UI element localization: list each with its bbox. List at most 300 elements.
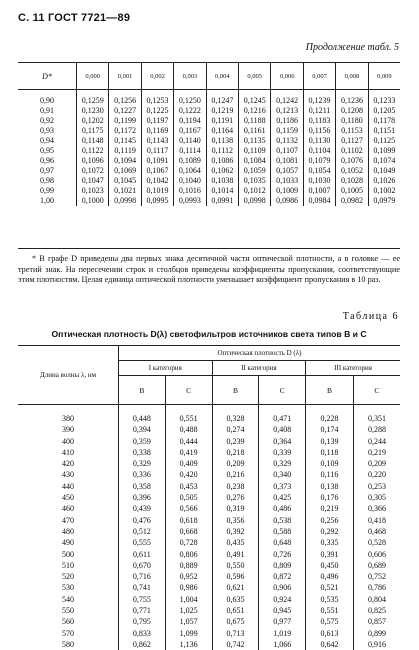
density-cell: 0,239 bbox=[212, 436, 259, 447]
density-cell: 0,588 bbox=[259, 526, 306, 537]
transmittance-cell: 0,1035 bbox=[239, 176, 271, 186]
transmittance-cell: 0,1191 bbox=[206, 116, 238, 126]
transmittance-cell: 0,1000 bbox=[77, 196, 109, 206]
transmittance-cell: 0,1180 bbox=[336, 116, 368, 126]
transmittance-cell: 0,1199 bbox=[109, 116, 141, 126]
density-cell: 0,755 bbox=[119, 594, 166, 605]
table-5-column-header: 0,004 bbox=[206, 63, 238, 90]
wavelength-cell: 560 bbox=[18, 616, 119, 627]
density-cell: 0,356 bbox=[212, 515, 259, 526]
transmittance-cell: 0,0991 bbox=[206, 196, 238, 206]
table-row bbox=[18, 436, 400, 447]
density-cell: 0,336 bbox=[119, 469, 166, 480]
transmittance-cell: 0,0984 bbox=[303, 196, 335, 206]
density-cell: 0,366 bbox=[353, 503, 400, 514]
density-cell: 0,651 bbox=[212, 605, 259, 616]
density-cell: 0,611 bbox=[119, 549, 166, 560]
table-continuation-label: Продолжение табл. 5 bbox=[306, 42, 399, 53]
transmittance-cell: 0,1112 bbox=[206, 146, 238, 156]
density-cell: 1,004 bbox=[165, 594, 212, 605]
density-cell: 0,218 bbox=[212, 447, 259, 458]
density-row-label: 0,94 bbox=[18, 136, 77, 146]
transmittance-cell: 0,1019 bbox=[141, 186, 173, 196]
density-cell: 0,488 bbox=[165, 424, 212, 435]
transmittance-cell: 0,1219 bbox=[206, 106, 238, 116]
density-cell: 0,118 bbox=[306, 447, 354, 458]
density-cell: 0,138 bbox=[306, 481, 354, 492]
wavelength-cell: 550 bbox=[18, 605, 119, 616]
density-cell: 0,328 bbox=[212, 405, 259, 425]
density-cell: 0,228 bbox=[306, 405, 354, 425]
density-cell: 0,618 bbox=[165, 515, 212, 526]
table-row bbox=[18, 116, 400, 126]
transmittance-cell: 0,1016 bbox=[174, 186, 206, 196]
density-cell: 0,116 bbox=[306, 469, 354, 480]
transmittance-cell: 0,1028 bbox=[336, 176, 368, 186]
density-cell: 0,288 bbox=[353, 424, 400, 435]
density-cell: 0,945 bbox=[259, 605, 306, 616]
transmittance-cell: 0,0995 bbox=[141, 196, 173, 206]
transmittance-cell: 0,1172 bbox=[109, 126, 141, 136]
wavelength-cell: 470 bbox=[18, 515, 119, 526]
transmittance-cell: 0,1081 bbox=[271, 156, 303, 166]
transmittance-cell: 0,1069 bbox=[109, 166, 141, 176]
transmittance-cell: 0,0993 bbox=[174, 196, 206, 206]
density-cell: 0,476 bbox=[119, 515, 166, 526]
density-cell: 0,471 bbox=[259, 405, 306, 425]
transmittance-cell: 0,1178 bbox=[368, 116, 400, 126]
density-cell: 0,535 bbox=[306, 594, 354, 605]
density-cell: 0,439 bbox=[119, 503, 166, 514]
density-cell: 0,491 bbox=[212, 549, 259, 560]
density-cell: 0,338 bbox=[119, 447, 166, 458]
density-cell: 0,795 bbox=[119, 616, 166, 627]
wavelength-header: Длина волны λ, нм bbox=[18, 346, 119, 405]
transmittance-cell: 0,1256 bbox=[109, 90, 141, 107]
transmittance-cell: 0,1239 bbox=[303, 90, 335, 107]
page-header: С. 11 ГОСТ 7721—89 bbox=[18, 12, 130, 24]
transmittance-cell: 0,1242 bbox=[271, 90, 303, 107]
table-5-column-header: 0,001 bbox=[109, 63, 141, 90]
density-cell: 0,219 bbox=[353, 447, 400, 458]
transmittance-cell: 0,1233 bbox=[368, 90, 400, 107]
table-5-column-header: 0,008 bbox=[336, 63, 368, 90]
transmittance-cell: 0,1007 bbox=[303, 186, 335, 196]
density-cell: 0,521 bbox=[306, 582, 354, 593]
density-cell: 0,244 bbox=[353, 436, 400, 447]
table-row bbox=[18, 424, 400, 435]
density-cell: 0,418 bbox=[353, 515, 400, 526]
density-cell: 0,219 bbox=[306, 503, 354, 514]
density-cell: 0,833 bbox=[119, 628, 166, 639]
transmittance-cell: 0,1002 bbox=[368, 186, 400, 196]
density-cell: 0,512 bbox=[119, 526, 166, 537]
density-cell: 0,396 bbox=[119, 492, 166, 503]
density-cell: 0,292 bbox=[306, 526, 354, 537]
transmittance-cell: 0,1135 bbox=[239, 136, 271, 146]
density-cell: 0,872 bbox=[259, 571, 306, 582]
table-row bbox=[18, 156, 400, 166]
wavelength-cell: 420 bbox=[18, 458, 119, 469]
density-cell: 0,786 bbox=[353, 582, 400, 593]
wavelength-cell: 500 bbox=[18, 549, 119, 560]
table-row bbox=[18, 146, 400, 156]
density-cell: 0,220 bbox=[353, 469, 400, 480]
transmittance-cell: 0,0979 bbox=[368, 196, 400, 206]
density-cell: 0,364 bbox=[259, 436, 306, 447]
transmittance-cell: 0,0998 bbox=[239, 196, 271, 206]
density-cell: 0,139 bbox=[306, 436, 354, 447]
density-cell: 0,635 bbox=[212, 594, 259, 605]
density-cell: 0,952 bbox=[165, 571, 212, 582]
table-5-header-row bbox=[18, 63, 400, 90]
transmittance-cell: 0,1117 bbox=[141, 146, 173, 156]
transmittance-cell: 0,1167 bbox=[174, 126, 206, 136]
density-cell: 0,496 bbox=[306, 571, 354, 582]
density-cell: 0,977 bbox=[259, 616, 306, 627]
density-cell: 0,419 bbox=[165, 447, 212, 458]
illuminant-header: С bbox=[259, 376, 306, 405]
density-cell: 0,648 bbox=[259, 537, 306, 548]
table-row bbox=[18, 186, 400, 196]
transmittance-cell: 0,1049 bbox=[368, 166, 400, 176]
density-cell: 0,253 bbox=[353, 481, 400, 492]
density-row-label: 0,92 bbox=[18, 116, 77, 126]
density-cell: 0,670 bbox=[119, 560, 166, 571]
density-row-label: 0,96 bbox=[18, 156, 77, 166]
density-cell: 1,057 bbox=[165, 616, 212, 627]
density-cell: 0,359 bbox=[119, 436, 166, 447]
transmittance-cell: 0,1216 bbox=[239, 106, 271, 116]
table-5-column-header: 0,003 bbox=[174, 63, 206, 90]
transmittance-cell: 0,1138 bbox=[206, 136, 238, 146]
wavelength-cell: 380 bbox=[18, 405, 119, 425]
table-row bbox=[18, 628, 400, 639]
transmittance-cell: 0,1040 bbox=[174, 176, 206, 186]
density-cell: 0,806 bbox=[165, 549, 212, 560]
table-row bbox=[18, 405, 400, 425]
table-6-label: Таблица 6 bbox=[343, 311, 399, 322]
transmittance-cell: 0,1102 bbox=[336, 146, 368, 156]
density-cell: 0,409 bbox=[165, 458, 212, 469]
transmittance-cell: 0,1091 bbox=[141, 156, 173, 166]
table-5-column-header: 0,009 bbox=[368, 63, 400, 90]
wavelength-cell: 540 bbox=[18, 594, 119, 605]
table-row bbox=[18, 176, 400, 186]
density-cell: 0,216 bbox=[212, 469, 259, 480]
density-cell: 0,741 bbox=[119, 582, 166, 593]
density-cell: 1,066 bbox=[259, 639, 306, 650]
wavelength-cell: 490 bbox=[18, 537, 119, 548]
density-row-label: 0,98 bbox=[18, 176, 77, 186]
density-cell: 0,351 bbox=[353, 405, 400, 425]
density-cell: 0,209 bbox=[212, 458, 259, 469]
density-cell: 1,025 bbox=[165, 605, 212, 616]
density-cell: 0,176 bbox=[306, 492, 354, 503]
density-cell: 0,986 bbox=[165, 582, 212, 593]
density-cell: 0,274 bbox=[212, 424, 259, 435]
wavelength-cell: 520 bbox=[18, 571, 119, 582]
density-row-label: 0,97 bbox=[18, 166, 77, 176]
transmittance-cell: 0,0986 bbox=[271, 196, 303, 206]
table-row bbox=[18, 126, 400, 136]
table-row bbox=[18, 106, 400, 116]
wavelength-cell: 430 bbox=[18, 469, 119, 480]
transmittance-cell: 0,1202 bbox=[77, 116, 109, 126]
transmittance-cell: 0,1197 bbox=[141, 116, 173, 126]
density-cell: 0,305 bbox=[353, 492, 400, 503]
transmittance-cell: 0,1208 bbox=[336, 106, 368, 116]
illuminant-header: В bbox=[119, 376, 166, 405]
table-row bbox=[18, 90, 400, 107]
transmittance-cell: 0,1114 bbox=[174, 146, 206, 156]
table-row bbox=[18, 481, 400, 492]
density-row-label: 0,95 bbox=[18, 146, 77, 156]
transmittance-cell: 0,1143 bbox=[141, 136, 173, 146]
density-cell: 0,420 bbox=[165, 469, 212, 480]
density-cell: 0,450 bbox=[306, 560, 354, 571]
density-cell: 1,136 bbox=[165, 639, 212, 650]
wavelength-cell: 460 bbox=[18, 503, 119, 514]
transmittance-cell: 0,1064 bbox=[174, 166, 206, 176]
transmittance-cell: 0,1148 bbox=[77, 136, 109, 146]
table-row bbox=[18, 616, 400, 627]
transmittance-cell: 0,1145 bbox=[109, 136, 141, 146]
density-cell: 0,319 bbox=[212, 503, 259, 514]
density-cell: 0,329 bbox=[259, 458, 306, 469]
transmittance-cell: 0,1012 bbox=[239, 186, 271, 196]
table-row bbox=[18, 571, 400, 582]
table-row bbox=[18, 469, 400, 480]
density-cell: 0,689 bbox=[353, 560, 400, 571]
density-cell: 0,408 bbox=[259, 424, 306, 435]
density-cell: 0,713 bbox=[212, 628, 259, 639]
transmittance-cell: 0,1079 bbox=[303, 156, 335, 166]
wavelength-cell: 580 bbox=[18, 639, 119, 650]
table-row bbox=[18, 196, 400, 206]
density-cell: 0,256 bbox=[306, 515, 354, 526]
density-cell: 0,642 bbox=[306, 639, 354, 650]
density-cell: 0,453 bbox=[165, 481, 212, 492]
category-header: III категория bbox=[306, 361, 400, 376]
density-cell: 0,575 bbox=[306, 616, 354, 627]
transmittance-cell: 0,1211 bbox=[303, 106, 335, 116]
table-6 bbox=[18, 345, 400, 650]
density-cell: 0,596 bbox=[212, 571, 259, 582]
transmittance-cell: 0,1247 bbox=[206, 90, 238, 107]
wavelength-cell: 400 bbox=[18, 436, 119, 447]
density-cell: 0,566 bbox=[165, 503, 212, 514]
density-cell: 0,276 bbox=[212, 492, 259, 503]
table-row bbox=[18, 166, 400, 176]
density-cell: 0,804 bbox=[353, 594, 400, 605]
transmittance-cell: 0,1096 bbox=[77, 156, 109, 166]
transmittance-cell: 0,1130 bbox=[303, 136, 335, 146]
illuminant-header: В bbox=[212, 376, 259, 405]
density-cell: 0,209 bbox=[353, 458, 400, 469]
transmittance-cell: 0,1054 bbox=[303, 166, 335, 176]
density-cell: 0,394 bbox=[119, 424, 166, 435]
density-row-label: 0,93 bbox=[18, 126, 77, 136]
density-cell: 1,099 bbox=[165, 628, 212, 639]
transmittance-cell: 0,1094 bbox=[109, 156, 141, 166]
table-row bbox=[18, 639, 400, 650]
density-cell: 0,339 bbox=[259, 447, 306, 458]
density-cell: 0,358 bbox=[119, 481, 166, 492]
table-row bbox=[18, 526, 400, 537]
density-cell: 0,555 bbox=[119, 537, 166, 548]
transmittance-cell: 0,1052 bbox=[336, 166, 368, 176]
density-cell: 0,771 bbox=[119, 605, 166, 616]
wavelength-cell: 480 bbox=[18, 526, 119, 537]
table-5-column-header: 0,006 bbox=[271, 63, 303, 90]
density-row-label: 1,00 bbox=[18, 196, 77, 206]
density-cell: 0,668 bbox=[165, 526, 212, 537]
transmittance-cell: 0,1245 bbox=[239, 90, 271, 107]
density-cell: 0,468 bbox=[353, 526, 400, 537]
transmittance-cell: 0,1033 bbox=[271, 176, 303, 186]
transmittance-cell: 0,1038 bbox=[206, 176, 238, 186]
transmittance-cell: 0,1151 bbox=[368, 126, 400, 136]
transmittance-cell: 0,1250 bbox=[174, 90, 206, 107]
table-row bbox=[18, 537, 400, 548]
transmittance-cell: 0,1026 bbox=[368, 176, 400, 186]
transmittance-cell: 0,1099 bbox=[368, 146, 400, 156]
density-cell: 0,924 bbox=[259, 594, 306, 605]
transmittance-cell: 0,1076 bbox=[336, 156, 368, 166]
density-cell: 0,373 bbox=[259, 481, 306, 492]
wavelength-cell: 390 bbox=[18, 424, 119, 435]
wavelength-cell: 570 bbox=[18, 628, 119, 639]
table-row bbox=[18, 594, 400, 605]
table-6-title: Оптическая плотность D(λ) светофильтров источников света типов В и С bbox=[18, 329, 400, 339]
density-row-label: 0,90 bbox=[18, 90, 77, 107]
transmittance-cell: 0,1107 bbox=[271, 146, 303, 156]
transmittance-cell: 0,1205 bbox=[368, 106, 400, 116]
transmittance-cell: 0,1045 bbox=[109, 176, 141, 186]
density-cell: 0,329 bbox=[119, 458, 166, 469]
transmittance-cell: 0,1227 bbox=[109, 106, 141, 116]
illuminant-header: С bbox=[165, 376, 212, 405]
transmittance-cell: 0,1014 bbox=[206, 186, 238, 196]
transmittance-cell: 0,1005 bbox=[336, 186, 368, 196]
table-5-column-header: 0,005 bbox=[239, 63, 271, 90]
transmittance-cell: 0,1109 bbox=[239, 146, 271, 156]
transmittance-cell: 0,1161 bbox=[239, 126, 271, 136]
density-cell: 1,019 bbox=[259, 628, 306, 639]
density-row-label: 0,91 bbox=[18, 106, 77, 116]
transmittance-cell: 0,1175 bbox=[77, 126, 109, 136]
transmittance-cell: 0,1009 bbox=[271, 186, 303, 196]
transmittance-cell: 0,1104 bbox=[303, 146, 335, 156]
table-row bbox=[18, 549, 400, 560]
transmittance-cell: 0,0982 bbox=[336, 196, 368, 206]
transmittance-cell: 0,1230 bbox=[77, 106, 109, 116]
density-cell: 0,621 bbox=[212, 582, 259, 593]
density-cell: 0,174 bbox=[306, 424, 354, 435]
density-cell: 0,448 bbox=[119, 405, 166, 425]
density-cell: 0,109 bbox=[306, 458, 354, 469]
transmittance-cell: 0,1119 bbox=[109, 146, 141, 156]
transmittance-cell: 0,1186 bbox=[271, 116, 303, 126]
density-cell: 0,340 bbox=[259, 469, 306, 480]
transmittance-cell: 0,1127 bbox=[336, 136, 368, 146]
transmittance-cell: 0,1225 bbox=[141, 106, 173, 116]
density-cell: 0,392 bbox=[212, 526, 259, 537]
table-row bbox=[18, 515, 400, 526]
table-row bbox=[18, 458, 400, 469]
transmittance-cell: 0,1125 bbox=[368, 136, 400, 146]
transmittance-cell: 0,1159 bbox=[271, 126, 303, 136]
transmittance-cell: 0,1122 bbox=[77, 146, 109, 156]
density-cell: 0,825 bbox=[353, 605, 400, 616]
density-cell: 0,857 bbox=[353, 616, 400, 627]
transmittance-cell: 0,1062 bbox=[206, 166, 238, 176]
table-6-body bbox=[18, 405, 400, 650]
table-row bbox=[18, 447, 400, 458]
transmittance-cell: 0,1089 bbox=[174, 156, 206, 166]
density-cell: 0,716 bbox=[119, 571, 166, 582]
illuminant-header: С bbox=[353, 376, 400, 405]
density-row-label: 0,99 bbox=[18, 186, 77, 196]
transmittance-cell: 0,1253 bbox=[141, 90, 173, 107]
table-5-body bbox=[18, 90, 400, 207]
transmittance-cell: 0,1084 bbox=[239, 156, 271, 166]
transmittance-cell: 0,1042 bbox=[141, 176, 173, 186]
table-5-column-header: 0,000 bbox=[77, 63, 109, 90]
table-row bbox=[18, 492, 400, 503]
density-cell: 0,613 bbox=[306, 628, 354, 639]
wavelength-cell: 510 bbox=[18, 560, 119, 571]
density-cell: 0,728 bbox=[165, 537, 212, 548]
transmittance-cell: 0,1086 bbox=[206, 156, 238, 166]
category-header: II категория bbox=[212, 361, 306, 376]
wavelength-cell: 450 bbox=[18, 492, 119, 503]
density-cell: 0,606 bbox=[353, 549, 400, 560]
transmittance-cell: 0,1194 bbox=[174, 116, 206, 126]
density-cell: 0,486 bbox=[259, 503, 306, 514]
transmittance-cell: 0,1072 bbox=[77, 166, 109, 176]
density-cell: 0,444 bbox=[165, 436, 212, 447]
table-row bbox=[18, 582, 400, 593]
density-cell: 0,505 bbox=[165, 492, 212, 503]
density-cell: 0,551 bbox=[165, 405, 212, 425]
transmittance-cell: 0,1140 bbox=[174, 136, 206, 146]
transmittance-cell: 0,1164 bbox=[206, 126, 238, 136]
wavelength-cell: 440 bbox=[18, 481, 119, 492]
table-row bbox=[18, 136, 400, 146]
transmittance-cell: 0,1023 bbox=[77, 186, 109, 196]
density-cell: 0,726 bbox=[259, 549, 306, 560]
density-cell: 0,916 bbox=[353, 639, 400, 650]
density-cell: 0,238 bbox=[212, 481, 259, 492]
density-cell: 0,889 bbox=[165, 560, 212, 571]
density-cell: 0,862 bbox=[119, 639, 166, 650]
table-row bbox=[18, 560, 400, 571]
table-row bbox=[18, 503, 400, 514]
table-5 bbox=[18, 62, 400, 206]
table-5-column-header: D* bbox=[18, 63, 77, 90]
transmittance-cell: 0,1222 bbox=[174, 106, 206, 116]
table-5-column-header: 0,007 bbox=[303, 63, 335, 90]
density-cell: 0,550 bbox=[212, 560, 259, 571]
density-cell: 0,899 bbox=[353, 628, 400, 639]
density-cell: 0,809 bbox=[259, 560, 306, 571]
transmittance-cell: 0,1057 bbox=[271, 166, 303, 176]
transmittance-cell: 0,1153 bbox=[336, 126, 368, 136]
transmittance-cell: 0,1132 bbox=[271, 136, 303, 146]
wavelength-cell: 530 bbox=[18, 582, 119, 593]
